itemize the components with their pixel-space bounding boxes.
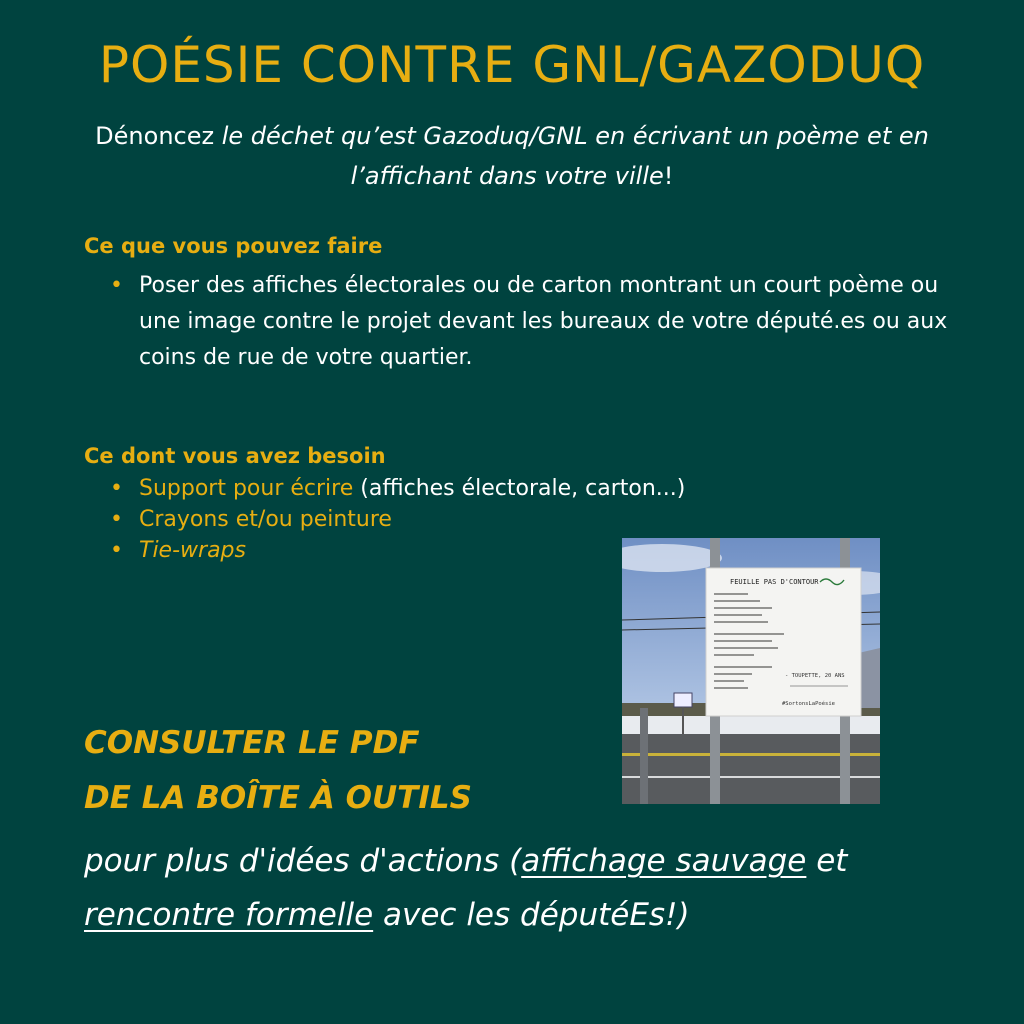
subtitle-emphasis: le déchet qu’est Gazoduq/GNL en écrivant un poème et en l’affichant dans votre ville xyxy=(221,122,929,190)
page-title: POÉSIE CONTRE GNL/GAZODUQ xyxy=(98,36,926,94)
subtitle xyxy=(60,116,964,196)
link-rencontre-formelle[interactable]: rencontre formelle xyxy=(84,897,374,933)
subtitle-lead: Dénoncez xyxy=(95,122,222,150)
section-heading-what-to-do: Ce que vous pouvez faire xyxy=(84,234,383,258)
list-item: • Poser des affiches électorales ou de carton montrant un court poème ou une image contre le projet devant les bureaux de votre député.es ou aux coins de rue de votre quartier. xyxy=(110,268,950,376)
list-item: • Crayons et/ou peinture xyxy=(110,504,870,535)
sign-signature: - TOUPETTE, 20 ANS xyxy=(785,673,845,679)
link-affichage-sauvage[interactable]: affichage sauvage xyxy=(521,843,807,879)
more-lead: pour plus d'idées d'actions ( xyxy=(84,843,522,879)
supply-highlight: Support pour écrire xyxy=(139,476,354,501)
cta-line-1: CONSULTER LE PDF xyxy=(84,725,420,761)
supply-detail: (affiches électorale, carton...) xyxy=(353,476,686,501)
poem-sign-photo xyxy=(622,538,880,804)
poem-board xyxy=(706,568,861,716)
cta-line-2: DE LA BOÎTE À OUTILS xyxy=(84,780,472,816)
section-heading-what-you-need: Ce dont vous avez besoin xyxy=(84,444,386,468)
sign-title: FEUILLE PAS D'CONTOUR xyxy=(730,578,819,586)
sign-hashtag: #SortonsLaPoésie xyxy=(782,701,835,707)
more-mid: et xyxy=(816,843,848,879)
list-item xyxy=(110,473,870,504)
more-end: avec les députéEs!) xyxy=(373,897,690,933)
poem-sign-illustration xyxy=(622,538,880,804)
what-to-do-list xyxy=(110,268,950,376)
subtitle-end: ! xyxy=(663,162,674,190)
list-item: • Tie-wraps xyxy=(110,535,870,566)
more-ideas-text xyxy=(84,834,984,942)
